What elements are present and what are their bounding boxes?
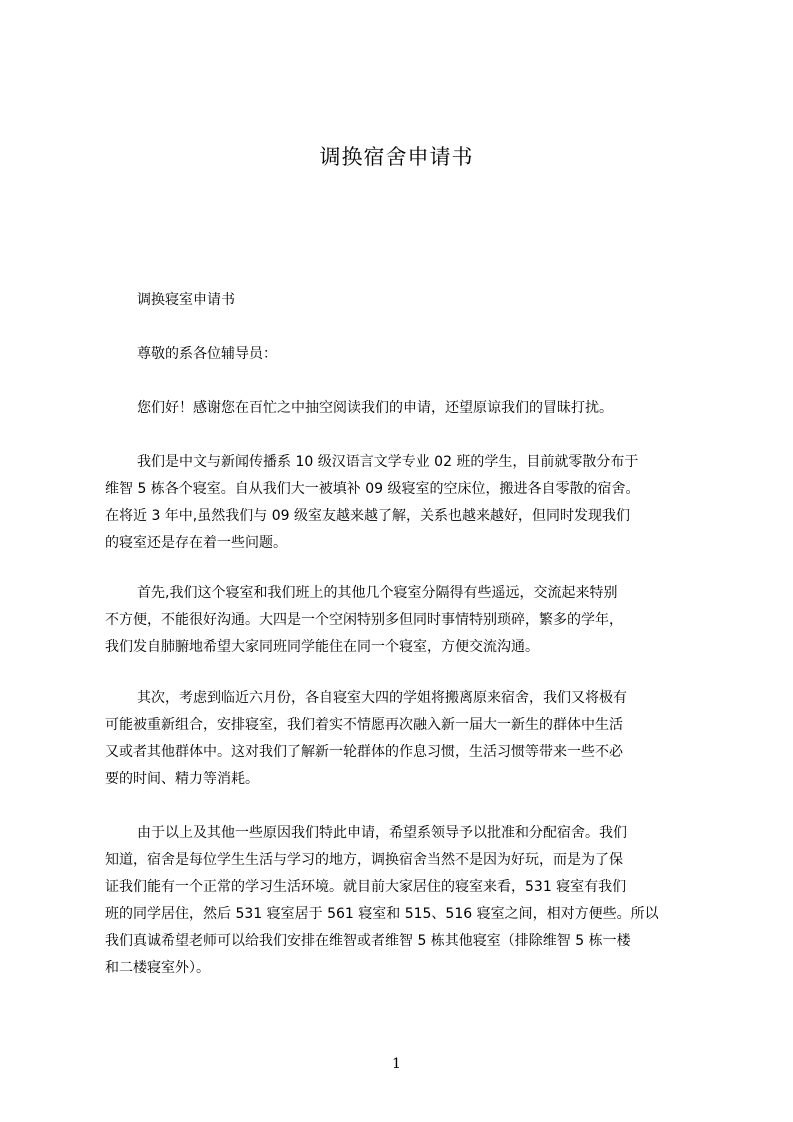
paragraph-4-line-2: 知道，宿舍是每位学生生活与学习的地方，调换宿舍当然不是因为好玩，而是为了保: [105, 852, 623, 868]
paragraph-2-line-2: 不方便，不能很好沟通。大四是一个空闲特别多但同时事情特别琐碎，繁多的学年，: [105, 612, 623, 628]
paragraph-3-line-4: 要的时间、精力等消耗。: [105, 771, 259, 787]
paragraph-3-line-2: 可能被重新组合，安排寝室，我们着实不情愿再次融入新一届大一新生的群体中生活: [105, 717, 623, 733]
paragraph-1-line-1: 我们是中文与新闻传播系 10 级汉语言文学专业 02 班的学生，目前就零散分布于: [137, 454, 639, 470]
paragraph-4-line-5: 我们真诚希望老师可以给我们安排在维智或者维智 5 栋其他寝室（排除维智 5 栋一楼: [105, 933, 631, 949]
paragraph-1-line-4: 的寝室还是存在着一些问题。: [105, 535, 287, 551]
salutation: 尊敬的系各位辅导员：: [137, 346, 277, 362]
paragraph-3-line-3: 又或者其他群体中。这对我们了解新一轮群体的作息习惯，生活习惯等带来一些不必: [105, 744, 623, 760]
paragraph-2-line-3: 我们发自肺腑地希望大家同班同学能住在同一个寝室，方便交流沟通。: [105, 639, 539, 655]
paragraph-1-line-2: 维智 5 栋各个寝室。自从我们大一被填补 09 级寝室的空床位，搬进各自零散的宿舍。: [105, 481, 640, 497]
paragraph-4-line-4: 班的同学居住，然后 531 寝室居于 561 寝室和 515、516 寝室之间，相对方便些。所以: [105, 906, 659, 922]
document-title: 调换宿舍申请书: [319, 145, 474, 169]
page-number: 1: [392, 1056, 401, 1072]
paragraph-2-line-1: 首先,我们这个寝室和我们班上的其他几个寝室分隔得有些遥远，交流起来特别: [137, 585, 618, 601]
paragraph-1-line-3: 在将近 3 年中,虽然我们与 09 级室友越来越了解，关系也越来越好，但同时发现我们: [105, 508, 630, 524]
paragraph-3-line-1: 其次，考虑到临近六月份，各自寝室大四的学姐将搬离原来宿舍，我们又将极有: [137, 690, 627, 706]
greeting-line: 您们好！感谢您在百忙之中抽空阅读我们的申请，还望原谅我们的冒昧打扰。: [137, 400, 613, 416]
document-heading: 调换寝室申请书: [137, 292, 235, 308]
paragraph-4-line-3: 证我们能有一个正常的学习生活环境。就目前大家居住的寝室来看，531 寝室有我们: [105, 879, 627, 895]
paragraph-4-line-6: 和二楼寝室外）。: [105, 960, 210, 976]
paragraph-4-line-1: 由于以上及其他一些原因我们特此申请，希望系领导予以批准和分配宿舍。我们: [137, 825, 627, 841]
